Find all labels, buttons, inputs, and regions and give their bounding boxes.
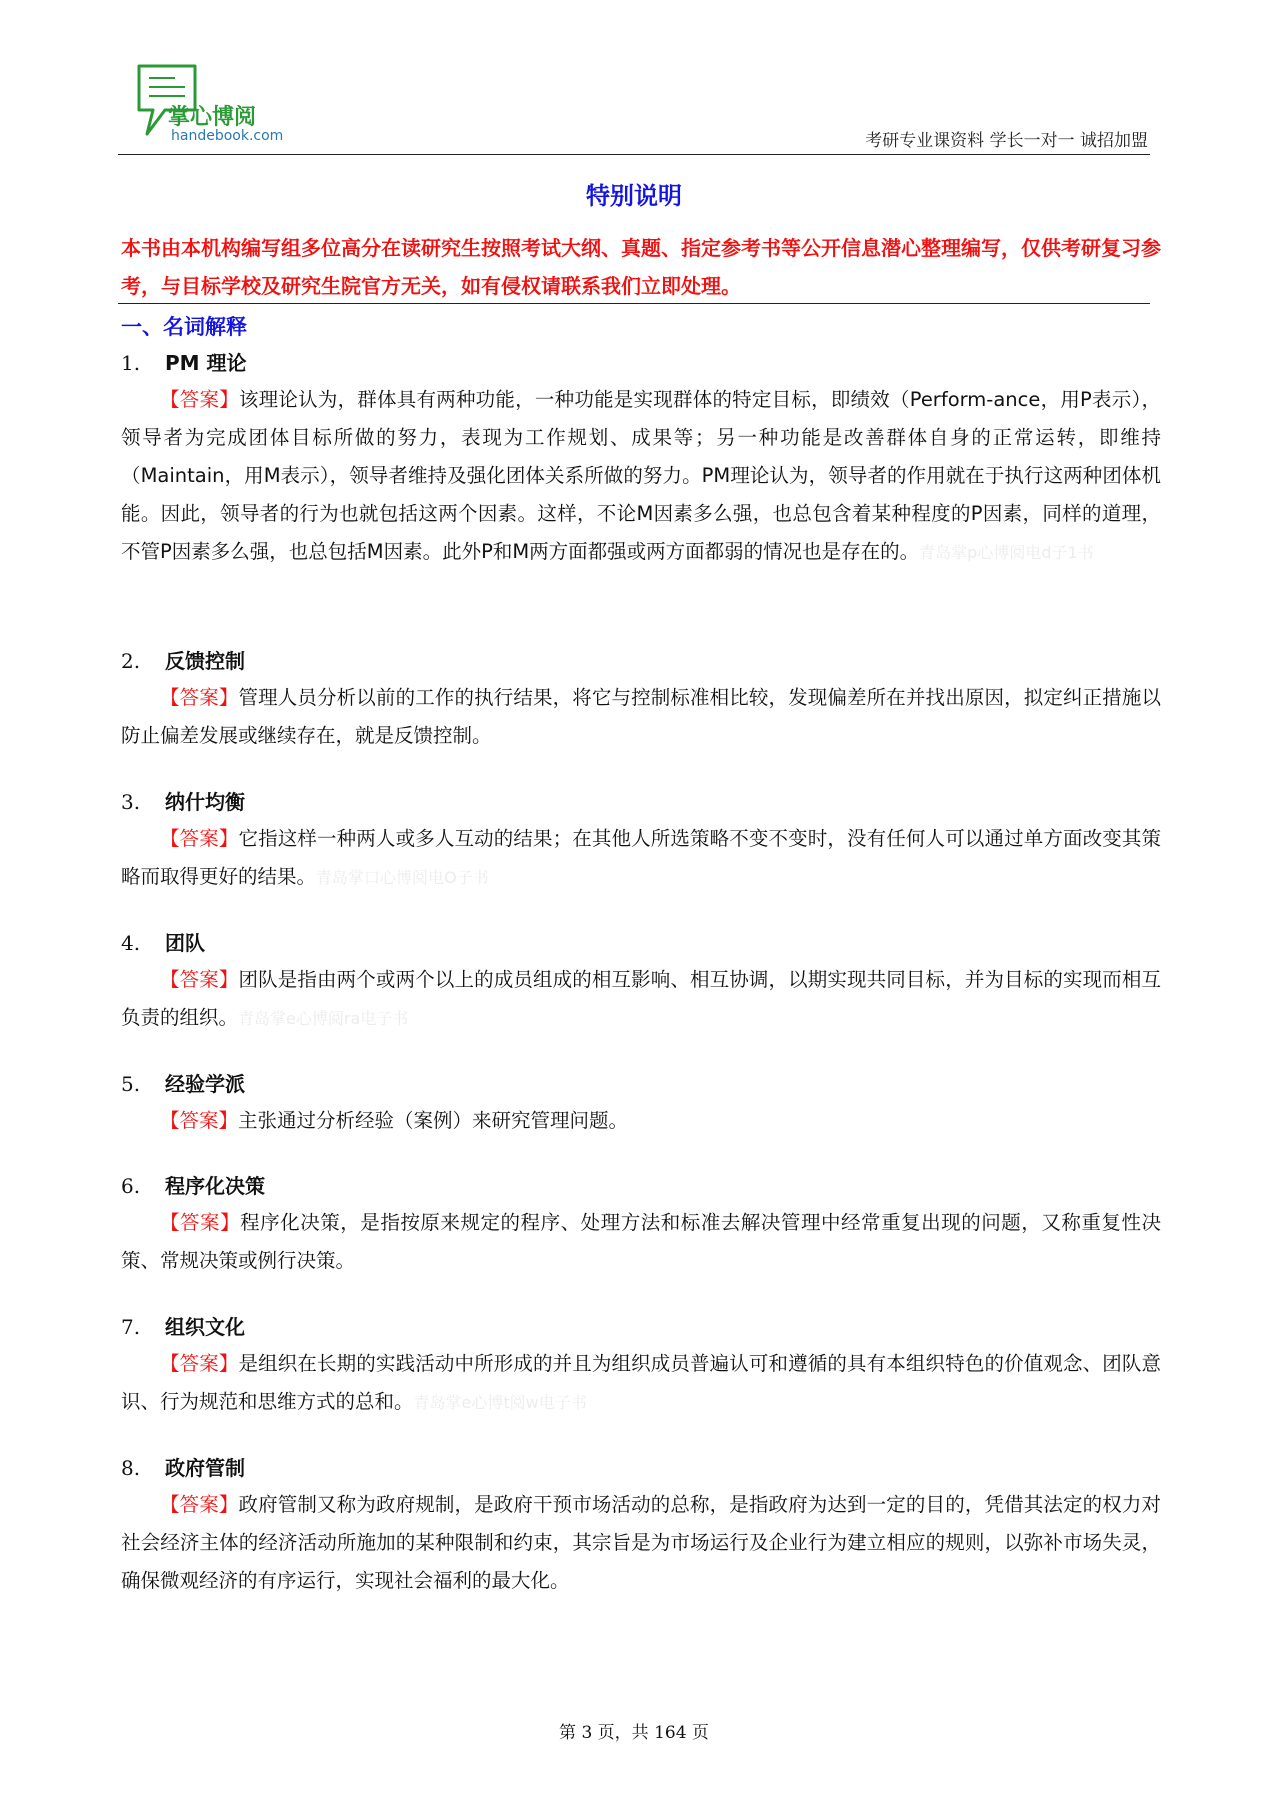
term-number: 6. bbox=[121, 1174, 141, 1198]
term-number: 5. bbox=[121, 1072, 141, 1096]
page-number: 第 3 页，共 164 页 bbox=[559, 1723, 709, 1743]
term-heading bbox=[121, 1168, 1161, 1204]
term-number: 4. bbox=[121, 931, 141, 955]
answer-tag: 【答案】 bbox=[160, 1109, 239, 1132]
term-name: 组织文化 bbox=[165, 1315, 245, 1339]
watermark: 青岛掌e心博t阅w电子书 bbox=[413, 1393, 587, 1412]
term-name: 反馈控制 bbox=[165, 649, 245, 673]
glossary-item bbox=[121, 1168, 1161, 1280]
term-name: PM 理论 bbox=[165, 351, 247, 375]
answer-tag: 【答案】 bbox=[160, 1352, 239, 1375]
term-name: 纳什均衡 bbox=[165, 790, 245, 814]
watermark: 青岛掌口心博阅电O子书 bbox=[316, 868, 489, 887]
answer-tag: 【答案】 bbox=[160, 1211, 241, 1234]
glossary-item bbox=[121, 1066, 1161, 1140]
answer-tag: 【答案】 bbox=[160, 388, 239, 411]
section-heading: 一、名词解释 bbox=[121, 315, 247, 339]
term-name: 团队 bbox=[165, 931, 205, 955]
glossary-item bbox=[121, 1309, 1161, 1422]
answer-text bbox=[121, 1345, 1161, 1422]
term-number: 8. bbox=[121, 1456, 141, 1480]
answer-tag: 【答案】 bbox=[160, 686, 239, 709]
term-name: 经验学派 bbox=[165, 1072, 245, 1096]
answer-text bbox=[121, 820, 1161, 897]
answer-body: 政府管制又称为政府规制，是政府干预市场活动的总称，是指政府为达到一定的目的，凭借其法定的权力对社会经济主体的经济活动所施加的某种限制和约束，其宗旨是为市场运行及企业行为建立相应的规则，以弥补市场失灵，确保微观经济的有序运行，实现社会福利的最大化。 bbox=[121, 1493, 1161, 1592]
answer-body: 是组织在长期的实践活动中所形成的并且为组织成员普遍认可和遵循的具有本组织特色的价值观念、团队意识、行为规范和思维方式的总和。 bbox=[121, 1352, 1161, 1413]
answer-text bbox=[121, 961, 1161, 1038]
term-heading bbox=[121, 1309, 1161, 1345]
term-heading bbox=[121, 345, 1161, 381]
term-number: 1. bbox=[121, 351, 141, 375]
watermark: 青岛掌p心博阅电d子1书 bbox=[919, 543, 1094, 562]
logo-url: handebook.com bbox=[171, 128, 284, 144]
term-number: 7. bbox=[121, 1315, 141, 1339]
answer-body: 它指这样一种两人或多人互动的结果；在其他人所选策略不变不变时，没有任何人可以通过单方面改变其策略而取得更好的结果。 bbox=[121, 827, 1161, 888]
term-heading bbox=[121, 1450, 1161, 1486]
glossary-item bbox=[121, 925, 1161, 1038]
watermark: 青岛掌e心博阅ra电子书 bbox=[238, 1009, 409, 1028]
answer-text bbox=[121, 679, 1161, 755]
answer-tag: 【答案】 bbox=[160, 968, 239, 991]
header-tagline: 考研专业课资料 学长一对一 诚招加盟 bbox=[865, 131, 1148, 151]
logo-name: 掌心博阅 bbox=[168, 105, 257, 130]
answer-tag: 【答案】 bbox=[160, 827, 239, 850]
term-number: 3. bbox=[121, 790, 141, 814]
answer-tag: 【答案】 bbox=[160, 1493, 239, 1516]
answer-text bbox=[121, 381, 1161, 572]
answer-body: 该理论认为，群体具有两种功能，一种功能是实现群体的特定目标，即绩效（Perform-ance，用P表示），领导者为完成团体目标所做的努力，表现为工作规划、成果等；另一种功能是改善群体自身的正常运转，即维持（Maintain，用M表示），领导者维持及强化团体关系所做的努力。PM理论认为，领导者的作用就在于执行这两种团体机能。因此，领导者的行为也就包括这两个因素。这样，不论M因素多么强，也总包含着某种程度的P因素，同样的道理，不管P因素多么强，也总包括M因素。此外P和M两方面都强或两方面都弱的情况也是存在的。 bbox=[121, 388, 1161, 563]
glossary-item bbox=[121, 1450, 1161, 1600]
notice-divider bbox=[118, 303, 1150, 304]
term-name: 政府管制 bbox=[165, 1456, 245, 1480]
answer-text bbox=[121, 1102, 1161, 1140]
term-name: 程序化决策 bbox=[165, 1174, 265, 1198]
term-heading bbox=[121, 643, 1161, 679]
answer-text bbox=[121, 1486, 1161, 1600]
term-heading bbox=[121, 784, 1161, 820]
header-divider bbox=[118, 154, 1150, 155]
term-number: 2. bbox=[121, 649, 141, 673]
answer-body: 主张通过分析经验（案例）来研究管理问题。 bbox=[238, 1109, 629, 1132]
glossary-item bbox=[121, 643, 1161, 755]
answer-body: 团队是指由两个或两个以上的成员组成的相互影响、相互协调，以期实现共同目标，并为目标的实现而相互负责的组织。 bbox=[121, 968, 1161, 1029]
answer-body: 管理人员分析以前的工作的执行结果，将它与控制标准相比较，发现偏差所在并找出原因，拟定纠正措施以防止偏差发展或继续存在，就是反馈控制。 bbox=[121, 686, 1161, 747]
logo bbox=[135, 62, 285, 147]
term-heading bbox=[121, 1066, 1161, 1102]
answer-body: 程序化决策，是指按原来规定的程序、处理方法和标准去解决管理中经常重复出现的问题，又称重复性决策、常规决策或例行决策。 bbox=[121, 1211, 1161, 1272]
term-heading bbox=[121, 925, 1161, 961]
page-title: 特别说明 bbox=[586, 182, 682, 210]
glossary-item bbox=[121, 784, 1161, 897]
answer-text bbox=[121, 1204, 1161, 1280]
glossary-item bbox=[121, 345, 1161, 572]
disclaimer-notice: 本书由本机构编写组多位高分在读研究生按照考试大纲、真题、指定参考书等公开信息潜心整理编写，仅供考研复习参考，与目标学校及研究生院官方无关，如有侵权请联系我们立即处理。 bbox=[121, 236, 1161, 298]
